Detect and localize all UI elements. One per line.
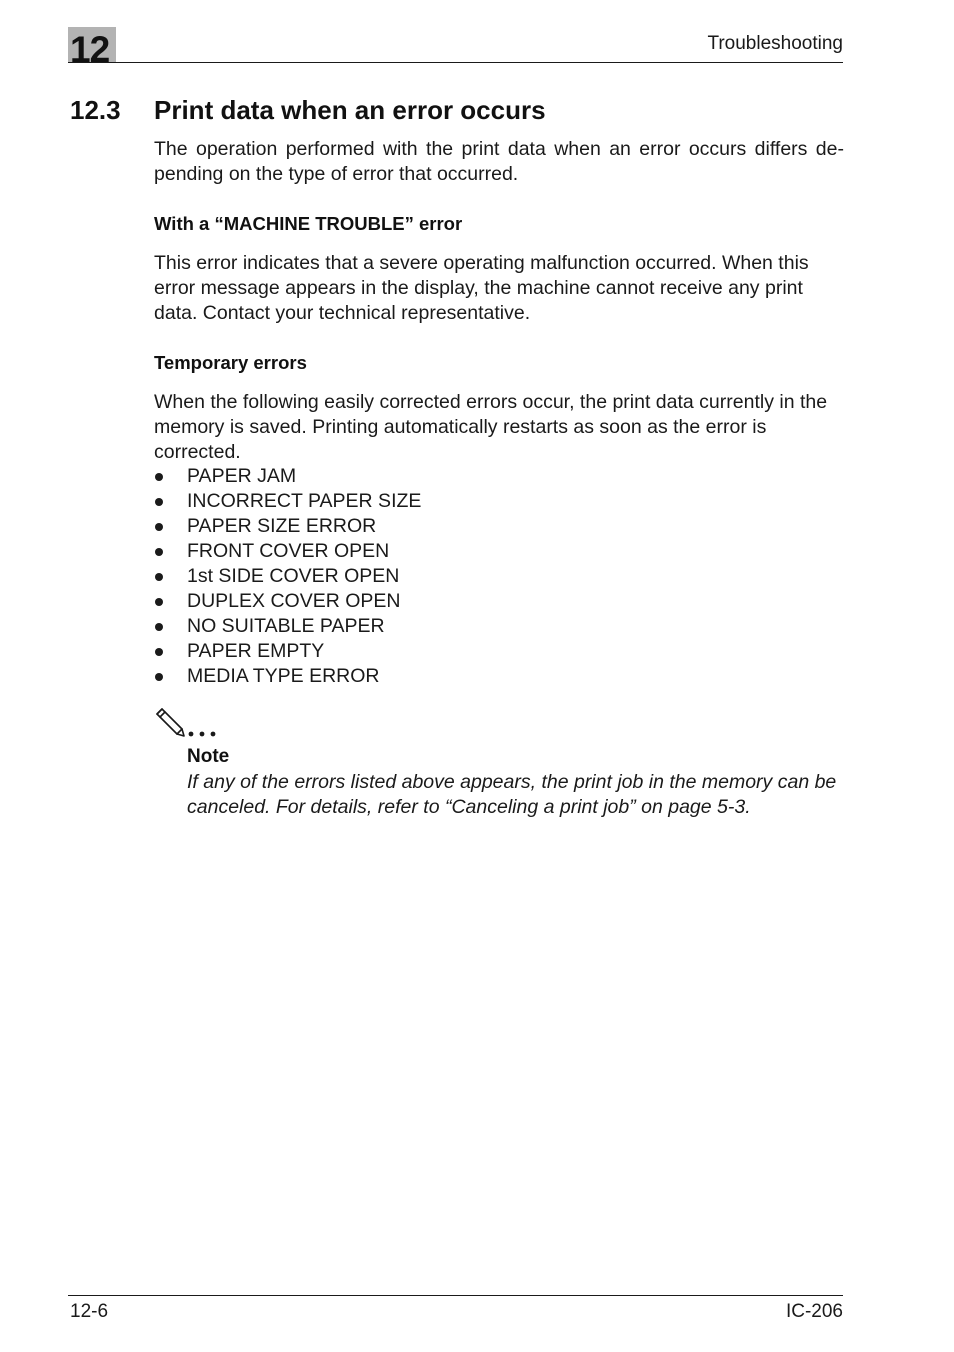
list-item: INCORRECT PAPER SIZE xyxy=(154,489,421,514)
chapter-number: 12 xyxy=(70,29,110,70)
section-heading xyxy=(70,94,546,126)
machine-trouble-heading: With a “MACHINE TROUBLE” error xyxy=(154,213,463,234)
bullet-icon xyxy=(155,648,163,656)
bullet-icon xyxy=(155,523,163,531)
bullet-icon xyxy=(155,573,163,581)
list-item: NO SUITABLE PAPER xyxy=(154,614,421,639)
temporary-errors-text: When the following easily corrected errors occur, the print data currently in the memory is saved. Printing automatically restarts as soon as the error is corrected. xyxy=(154,391,828,463)
bullet-icon xyxy=(155,548,163,556)
bullet-icon xyxy=(155,623,163,631)
machine-trouble-text: This error indicates that a severe operating malfunction occurred. When this error message appears in the display, the machine cannot receive any print data. Contact your technical representative. xyxy=(154,252,809,324)
note-title: Note xyxy=(187,746,230,767)
bullet-icon xyxy=(155,498,163,506)
list-item: 1st SIDE COVER OPEN xyxy=(154,564,421,589)
list-item: FRONT COVER OPEN xyxy=(154,539,421,564)
header-divider xyxy=(68,62,843,63)
intro-text: The operation performed with the print data when an error occurs differs de-pending on the type of error that occurred. xyxy=(154,138,844,185)
list-item: PAPER SIZE ERROR xyxy=(154,514,421,539)
section-number: 12.3 xyxy=(70,95,121,125)
model-name: IC-206 xyxy=(785,1301,843,1322)
bullet-icon xyxy=(155,673,163,681)
page-number: 12-6 xyxy=(70,1301,109,1322)
machine-trouble-paragraph xyxy=(154,251,846,326)
section-title: Print data when an error occurs xyxy=(154,95,546,125)
note-text: If any of the errors listed above appears, the print job in the memory can be canceled. For details, refer to “Canceling a print job” on page 5-3. xyxy=(187,771,837,818)
footer-divider xyxy=(68,1295,843,1296)
error-list xyxy=(154,464,421,689)
list-item: MEDIA TYPE ERROR xyxy=(154,664,421,689)
bullet-icon xyxy=(155,598,163,606)
list-item: PAPER EMPTY xyxy=(154,639,421,664)
running-title: Troubleshooting xyxy=(707,33,843,54)
intro-paragraph xyxy=(154,137,846,187)
list-item: DUPLEX COVER OPEN xyxy=(154,589,421,614)
temporary-errors-paragraph xyxy=(154,390,846,465)
temporary-errors-heading: Temporary errors xyxy=(154,352,307,373)
pencil-note-icon xyxy=(155,704,221,738)
list-item: PAPER JAM xyxy=(154,464,421,489)
bullet-icon xyxy=(155,473,163,481)
